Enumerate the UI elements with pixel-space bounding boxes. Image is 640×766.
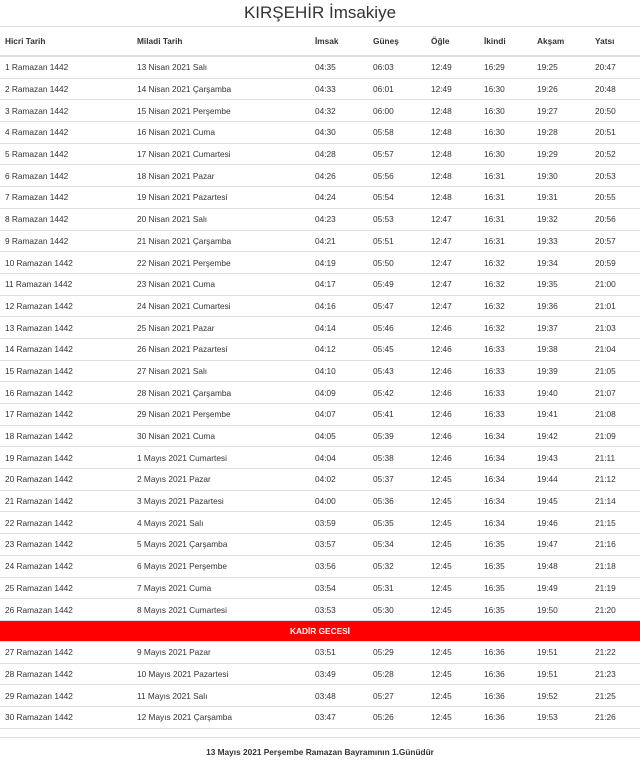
table-row xyxy=(0,641,640,663)
cell-ikindi: 16:33 xyxy=(479,404,532,426)
cell-ikindi: 16:35 xyxy=(479,555,532,577)
cell-hicri: 12 Ramazan 1442 xyxy=(0,295,132,317)
cell-miladi: 23 Nisan 2021 Cuma xyxy=(132,273,310,295)
cell-ikindi: 16:31 xyxy=(479,187,532,209)
cell-ogle: 12:45 xyxy=(426,490,479,512)
cell-ogle: 12:45 xyxy=(426,641,479,663)
cell-gunes: 05:57 xyxy=(368,143,426,165)
cell-imsak: 04:19 xyxy=(310,252,368,274)
cell-miladi: 25 Nisan 2021 Pazar xyxy=(132,317,310,339)
cell-yatsi: 21:12 xyxy=(590,469,640,491)
cell-ikindi: 16:36 xyxy=(479,641,532,663)
cell-miladi: 28 Nisan 2021 Çarşamba xyxy=(132,382,310,404)
cell-miladi: 24 Nisan 2021 Cumartesi xyxy=(132,295,310,317)
cell-gunes: 06:00 xyxy=(368,100,426,122)
table-row xyxy=(0,338,640,360)
cell-imsak: 04:17 xyxy=(310,273,368,295)
cell-ogle: 12:45 xyxy=(426,706,479,728)
cell-ogle: 12:48 xyxy=(426,187,479,209)
cell-miladi: 1 Mayıs 2021 Cumartesi xyxy=(132,447,310,469)
cell-ikindi: 16:29 xyxy=(479,56,532,78)
cell-gunes: 05:29 xyxy=(368,641,426,663)
cell-miladi: 15 Nisan 2021 Perşembe xyxy=(132,100,310,122)
table-row xyxy=(0,706,640,728)
cell-aksam: 19:50 xyxy=(532,599,590,621)
cell-hicri: 25 Ramazan 1442 xyxy=(0,577,132,599)
cell-imsak: 03:59 xyxy=(310,512,368,534)
cell-aksam: 19:43 xyxy=(532,447,590,469)
cell-hicri: 19 Ramazan 1442 xyxy=(0,447,132,469)
cell-ikindi: 16:36 xyxy=(479,663,532,685)
cell-imsak: 04:26 xyxy=(310,165,368,187)
cell-gunes: 05:31 xyxy=(368,577,426,599)
cell-gunes: 05:53 xyxy=(368,208,426,230)
cell-imsak: 04:04 xyxy=(310,447,368,469)
cell-yatsi: 20:59 xyxy=(590,252,640,274)
cell-hicri: 28 Ramazan 1442 xyxy=(0,663,132,685)
cell-ikindi: 16:33 xyxy=(479,338,532,360)
cell-hicri: 21 Ramazan 1442 xyxy=(0,490,132,512)
table-row xyxy=(0,122,640,144)
cell-gunes: 05:37 xyxy=(368,469,426,491)
header-ogle: Öğle xyxy=(426,27,479,57)
cell-miladi: 20 Nisan 2021 Salı xyxy=(132,208,310,230)
cell-miladi: 22 Nisan 2021 Perşembe xyxy=(132,252,310,274)
cell-gunes: 05:46 xyxy=(368,317,426,339)
cell-ogle: 12:48 xyxy=(426,165,479,187)
cell-miladi: 30 Nisan 2021 Cuma xyxy=(132,425,310,447)
cell-miladi: 12 Mayıs 2021 Çarşamba xyxy=(132,706,310,728)
cell-gunes: 05:50 xyxy=(368,252,426,274)
cell-yatsi: 21:01 xyxy=(590,295,640,317)
cell-ogle: 12:45 xyxy=(426,685,479,707)
table-row xyxy=(0,165,640,187)
cell-imsak: 04:23 xyxy=(310,208,368,230)
cell-ogle: 12:47 xyxy=(426,252,479,274)
table-footer xyxy=(0,728,640,766)
cell-imsak: 03:54 xyxy=(310,577,368,599)
cell-ogle: 12:48 xyxy=(426,122,479,144)
cell-yatsi: 20:53 xyxy=(590,165,640,187)
cell-gunes: 05:45 xyxy=(368,338,426,360)
cell-aksam: 19:25 xyxy=(532,56,590,78)
cell-yatsi: 20:55 xyxy=(590,187,640,209)
cell-aksam: 19:42 xyxy=(532,425,590,447)
cell-aksam: 19:53 xyxy=(532,706,590,728)
header-ikindi: İkindi xyxy=(479,27,532,57)
header-hicri: Hicri Tarih xyxy=(0,27,132,57)
cell-ogle: 12:46 xyxy=(426,425,479,447)
table-row xyxy=(0,663,640,685)
cell-imsak: 04:05 xyxy=(310,425,368,447)
cell-ikindi: 16:35 xyxy=(479,577,532,599)
table-row xyxy=(0,78,640,100)
cell-imsak: 04:14 xyxy=(310,317,368,339)
cell-hicri: 29 Ramazan 1442 xyxy=(0,685,132,707)
cell-imsak: 04:30 xyxy=(310,122,368,144)
table-header-row xyxy=(0,27,640,57)
cell-hicri: 16 Ramazan 1442 xyxy=(0,382,132,404)
cell-yatsi: 20:56 xyxy=(590,208,640,230)
header-gunes: Güneş xyxy=(368,27,426,57)
cell-yatsi: 21:20 xyxy=(590,599,640,621)
cell-yatsi: 20:52 xyxy=(590,143,640,165)
imsakiye-table xyxy=(0,26,640,766)
cell-ikindi: 16:34 xyxy=(479,447,532,469)
cell-imsak: 03:51 xyxy=(310,641,368,663)
cell-yatsi: 21:00 xyxy=(590,273,640,295)
cell-yatsi: 21:05 xyxy=(590,360,640,382)
cell-yatsi: 21:16 xyxy=(590,534,640,556)
cell-ogle: 12:48 xyxy=(426,143,479,165)
cell-yatsi: 21:23 xyxy=(590,663,640,685)
cell-yatsi: 21:04 xyxy=(590,338,640,360)
cell-aksam: 19:37 xyxy=(532,317,590,339)
table-row xyxy=(0,230,640,252)
cell-miladi: 5 Mayıs 2021 Çarşamba xyxy=(132,534,310,556)
cell-ikindi: 16:32 xyxy=(479,252,532,274)
table-row xyxy=(0,382,640,404)
cell-miladi: 13 Nisan 2021 Salı xyxy=(132,56,310,78)
cell-hicri: 6 Ramazan 1442 xyxy=(0,165,132,187)
cell-gunes: 05:51 xyxy=(368,230,426,252)
cell-aksam: 19:28 xyxy=(532,122,590,144)
cell-imsak: 03:49 xyxy=(310,663,368,685)
cell-hicri: 7 Ramazan 1442 xyxy=(0,187,132,209)
table-row xyxy=(0,360,640,382)
cell-yatsi: 21:22 xyxy=(590,641,640,663)
cell-hicri: 27 Ramazan 1442 xyxy=(0,641,132,663)
cell-aksam: 19:39 xyxy=(532,360,590,382)
cell-yatsi: 21:15 xyxy=(590,512,640,534)
cell-miladi: 26 Nisan 2021 Pazartesi xyxy=(132,338,310,360)
cell-yatsi: 21:07 xyxy=(590,382,640,404)
table-row xyxy=(0,555,640,577)
cell-hicri: 17 Ramazan 1442 xyxy=(0,404,132,426)
cell-hicri: 2 Ramazan 1442 xyxy=(0,78,132,100)
cell-imsak: 04:09 xyxy=(310,382,368,404)
table-row xyxy=(0,208,640,230)
cell-gunes: 05:54 xyxy=(368,187,426,209)
cell-ogle: 12:45 xyxy=(426,469,479,491)
cell-hicri: 15 Ramazan 1442 xyxy=(0,360,132,382)
cell-miladi: 18 Nisan 2021 Pazar xyxy=(132,165,310,187)
cell-hicri: 30 Ramazan 1442 xyxy=(0,706,132,728)
cell-miladi: 19 Nisan 2021 Pazartesi xyxy=(132,187,310,209)
cell-imsak: 03:53 xyxy=(310,599,368,621)
cell-yatsi: 20:51 xyxy=(590,122,640,144)
cell-hicri: 20 Ramazan 1442 xyxy=(0,469,132,491)
table-row xyxy=(0,252,640,274)
cell-gunes: 05:32 xyxy=(368,555,426,577)
cell-ikindi: 16:35 xyxy=(479,534,532,556)
cell-ikindi: 16:30 xyxy=(479,122,532,144)
cell-gunes: 06:03 xyxy=(368,56,426,78)
cell-aksam: 19:51 xyxy=(532,641,590,663)
cell-ikindi: 16:31 xyxy=(479,230,532,252)
table-row xyxy=(0,187,640,209)
cell-gunes: 05:34 xyxy=(368,534,426,556)
cell-hicri: 11 Ramazan 1442 xyxy=(0,273,132,295)
cell-miladi: 11 Mayıs 2021 Salı xyxy=(132,685,310,707)
cell-yatsi: 21:08 xyxy=(590,404,640,426)
cell-ikindi: 16:34 xyxy=(479,425,532,447)
cell-ogle: 12:45 xyxy=(426,512,479,534)
cell-hicri: 23 Ramazan 1442 xyxy=(0,534,132,556)
cell-ogle: 12:46 xyxy=(426,360,479,382)
cell-hicri: 3 Ramazan 1442 xyxy=(0,100,132,122)
cell-aksam: 19:40 xyxy=(532,382,590,404)
cell-aksam: 19:35 xyxy=(532,273,590,295)
table-row xyxy=(0,317,640,339)
cell-gunes: 06:01 xyxy=(368,78,426,100)
cell-imsak: 04:02 xyxy=(310,469,368,491)
page-title: KIRŞEHİR İmsakiye xyxy=(243,3,397,22)
cell-ogle: 12:45 xyxy=(426,663,479,685)
cell-hicri: 10 Ramazan 1442 xyxy=(0,252,132,274)
cell-hicri: 14 Ramazan 1442 xyxy=(0,338,132,360)
cell-miladi: 9 Mayıs 2021 Pazar xyxy=(132,641,310,663)
cell-miladi: 2 Mayıs 2021 Pazar xyxy=(132,469,310,491)
table-body-after xyxy=(0,641,640,728)
kadir-gecesi-label: KADİR GECESİ xyxy=(0,620,640,641)
cell-gunes: 05:26 xyxy=(368,706,426,728)
cell-yatsi: 20:47 xyxy=(590,56,640,78)
table-row xyxy=(0,425,640,447)
table-row xyxy=(0,685,640,707)
cell-ogle: 12:46 xyxy=(426,338,479,360)
table-row xyxy=(0,512,640,534)
cell-gunes: 05:38 xyxy=(368,447,426,469)
cell-aksam: 19:36 xyxy=(532,295,590,317)
cell-hicri: 1 Ramazan 1442 xyxy=(0,56,132,78)
cell-hicri: 26 Ramazan 1442 xyxy=(0,599,132,621)
cell-miladi: 17 Nisan 2021 Cumartesi xyxy=(132,143,310,165)
cell-aksam: 19:49 xyxy=(532,577,590,599)
table-row xyxy=(0,295,640,317)
cell-aksam: 19:45 xyxy=(532,490,590,512)
cell-ogle: 12:46 xyxy=(426,404,479,426)
cell-gunes: 05:43 xyxy=(368,360,426,382)
header-miladi: Miladi Tarih xyxy=(132,27,310,57)
cell-yatsi: 21:18 xyxy=(590,555,640,577)
cell-hicri: 18 Ramazan 1442 xyxy=(0,425,132,447)
cell-gunes: 05:36 xyxy=(368,490,426,512)
cell-hicri: 9 Ramazan 1442 xyxy=(0,230,132,252)
cell-yatsi: 20:48 xyxy=(590,78,640,100)
header-imsak: İmsak xyxy=(310,27,368,57)
cell-ikindi: 16:33 xyxy=(479,382,532,404)
cell-imsak: 04:32 xyxy=(310,100,368,122)
cell-yatsi: 21:03 xyxy=(590,317,640,339)
cell-miladi: 14 Nisan 2021 Çarşamba xyxy=(132,78,310,100)
table-row xyxy=(0,273,640,295)
cell-ogle: 12:47 xyxy=(426,208,479,230)
kadir-gecesi-row xyxy=(0,620,640,641)
cell-ikindi: 16:32 xyxy=(479,273,532,295)
cell-miladi: 10 Mayıs 2021 Pazartesi xyxy=(132,663,310,685)
cell-ikindi: 16:32 xyxy=(479,317,532,339)
cell-gunes: 05:58 xyxy=(368,122,426,144)
cell-ogle: 12:46 xyxy=(426,317,479,339)
cell-imsak: 04:21 xyxy=(310,230,368,252)
cell-gunes: 05:42 xyxy=(368,382,426,404)
cell-ikindi: 16:35 xyxy=(479,599,532,621)
cell-imsak: 04:33 xyxy=(310,78,368,100)
cell-yatsi: 21:14 xyxy=(590,490,640,512)
cell-gunes: 05:35 xyxy=(368,512,426,534)
cell-imsak: 04:00 xyxy=(310,490,368,512)
cell-miladi: 6 Mayıs 2021 Perşembe xyxy=(132,555,310,577)
table-body-kadir xyxy=(0,620,640,641)
cell-yatsi: 20:57 xyxy=(590,230,640,252)
cell-hicri: 4 Ramazan 1442 xyxy=(0,122,132,144)
table-row xyxy=(0,577,640,599)
cell-hicri: 5 Ramazan 1442 xyxy=(0,143,132,165)
cell-aksam: 19:44 xyxy=(532,469,590,491)
cell-yatsi: 21:19 xyxy=(590,577,640,599)
table-row xyxy=(0,56,640,78)
cell-gunes: 05:27 xyxy=(368,685,426,707)
table-row xyxy=(0,404,640,426)
spacer-row xyxy=(0,728,640,737)
cell-yatsi: 21:26 xyxy=(590,706,640,728)
cell-ikindi: 16:34 xyxy=(479,490,532,512)
cell-aksam: 19:26 xyxy=(532,78,590,100)
cell-ogle: 12:47 xyxy=(426,230,479,252)
cell-gunes: 05:49 xyxy=(368,273,426,295)
cell-imsak: 04:28 xyxy=(310,143,368,165)
cell-gunes: 05:39 xyxy=(368,425,426,447)
cell-yatsi: 21:11 xyxy=(590,447,640,469)
cell-hicri: 8 Ramazan 1442 xyxy=(0,208,132,230)
cell-yatsi: 20:50 xyxy=(590,100,640,122)
cell-aksam: 19:30 xyxy=(532,165,590,187)
cell-ogle: 12:49 xyxy=(426,56,479,78)
cell-imsak: 04:07 xyxy=(310,404,368,426)
cell-gunes: 05:47 xyxy=(368,295,426,317)
cell-hicri: 24 Ramazan 1442 xyxy=(0,555,132,577)
cell-ikindi: 16:33 xyxy=(479,360,532,382)
cell-gunes: 05:56 xyxy=(368,165,426,187)
footer-note-row xyxy=(0,737,640,766)
cell-ikindi: 16:30 xyxy=(479,78,532,100)
cell-ogle: 12:45 xyxy=(426,555,479,577)
cell-ogle: 12:46 xyxy=(426,447,479,469)
cell-aksam: 19:33 xyxy=(532,230,590,252)
cell-aksam: 19:41 xyxy=(532,404,590,426)
cell-miladi: 27 Nisan 2021 Salı xyxy=(132,360,310,382)
spacer-cell xyxy=(0,728,640,737)
cell-aksam: 19:29 xyxy=(532,143,590,165)
cell-imsak: 03:47 xyxy=(310,706,368,728)
cell-ogle: 12:46 xyxy=(426,382,479,404)
cell-ogle: 12:49 xyxy=(426,78,479,100)
cell-ikindi: 16:36 xyxy=(479,685,532,707)
cell-yatsi: 21:09 xyxy=(590,425,640,447)
cell-aksam: 19:46 xyxy=(532,512,590,534)
table-row xyxy=(0,599,640,621)
cell-ikindi: 16:31 xyxy=(479,208,532,230)
table-row xyxy=(0,469,640,491)
cell-miladi: 3 Mayıs 2021 Pazartesi xyxy=(132,490,310,512)
cell-aksam: 19:51 xyxy=(532,663,590,685)
cell-gunes: 05:41 xyxy=(368,404,426,426)
cell-imsak: 03:56 xyxy=(310,555,368,577)
cell-miladi: 29 Nisan 2021 Perşembe xyxy=(132,404,310,426)
cell-miladi: 8 Mayıs 2021 Cumartesi xyxy=(132,599,310,621)
cell-ikindi: 16:30 xyxy=(479,100,532,122)
cell-imsak: 04:16 xyxy=(310,295,368,317)
cell-ogle: 12:48 xyxy=(426,100,479,122)
cell-ikindi: 16:34 xyxy=(479,512,532,534)
cell-miladi: 7 Mayıs 2021 Cuma xyxy=(132,577,310,599)
cell-aksam: 19:32 xyxy=(532,208,590,230)
table-row xyxy=(0,447,640,469)
cell-gunes: 05:28 xyxy=(368,663,426,685)
cell-miladi: 4 Mayıs 2021 Salı xyxy=(132,512,310,534)
cell-ikindi: 16:32 xyxy=(479,295,532,317)
cell-ikindi: 16:36 xyxy=(479,706,532,728)
cell-imsak: 04:12 xyxy=(310,338,368,360)
cell-ogle: 12:45 xyxy=(426,534,479,556)
cell-ikindi: 16:30 xyxy=(479,143,532,165)
cell-imsak: 04:10 xyxy=(310,360,368,382)
cell-hicri: 22 Ramazan 1442 xyxy=(0,512,132,534)
footer-note: 13 Mayıs 2021 Perşembe Ramazan Bayramının 1.Günüdür xyxy=(0,737,640,766)
cell-ogle: 12:45 xyxy=(426,577,479,599)
cell-hicri: 13 Ramazan 1442 xyxy=(0,317,132,339)
table-body-before xyxy=(0,56,640,620)
table-row xyxy=(0,100,640,122)
cell-ogle: 12:47 xyxy=(426,295,479,317)
header-aksam: Akşam xyxy=(532,27,590,57)
cell-aksam: 19:48 xyxy=(532,555,590,577)
cell-ikindi: 16:34 xyxy=(479,469,532,491)
table-row xyxy=(0,143,640,165)
table-row xyxy=(0,490,640,512)
header-yatsi: Yatsı xyxy=(590,27,640,57)
cell-miladi: 16 Nisan 2021 Cuma xyxy=(132,122,310,144)
cell-gunes: 05:30 xyxy=(368,599,426,621)
cell-ikindi: 16:31 xyxy=(479,165,532,187)
table-row xyxy=(0,534,640,556)
cell-aksam: 19:27 xyxy=(532,100,590,122)
cell-aksam: 19:38 xyxy=(532,338,590,360)
cell-imsak: 03:48 xyxy=(310,685,368,707)
cell-imsak: 04:35 xyxy=(310,56,368,78)
cell-aksam: 19:52 xyxy=(532,685,590,707)
cell-aksam: 19:34 xyxy=(532,252,590,274)
cell-aksam: 19:31 xyxy=(532,187,590,209)
cell-ogle: 12:45 xyxy=(426,599,479,621)
cell-ogle: 12:47 xyxy=(426,273,479,295)
cell-aksam: 19:47 xyxy=(532,534,590,556)
cell-miladi: 21 Nisan 2021 Çarşamba xyxy=(132,230,310,252)
cell-imsak: 04:24 xyxy=(310,187,368,209)
cell-yatsi: 21:25 xyxy=(590,685,640,707)
cell-imsak: 03:57 xyxy=(310,534,368,556)
